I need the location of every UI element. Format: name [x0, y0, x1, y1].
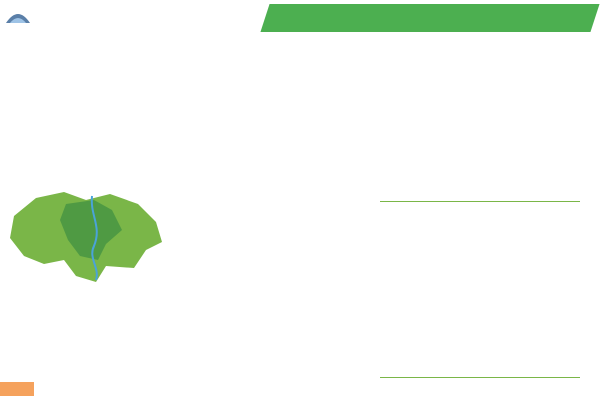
basin-donut [55, 320, 135, 400]
page-banner [260, 4, 599, 32]
divider [380, 201, 580, 202]
divider-2 [380, 377, 580, 378]
ukraine-map [6, 186, 166, 290]
agency-logo-icon [4, 3, 32, 27]
basin-percent [0, 382, 34, 396]
